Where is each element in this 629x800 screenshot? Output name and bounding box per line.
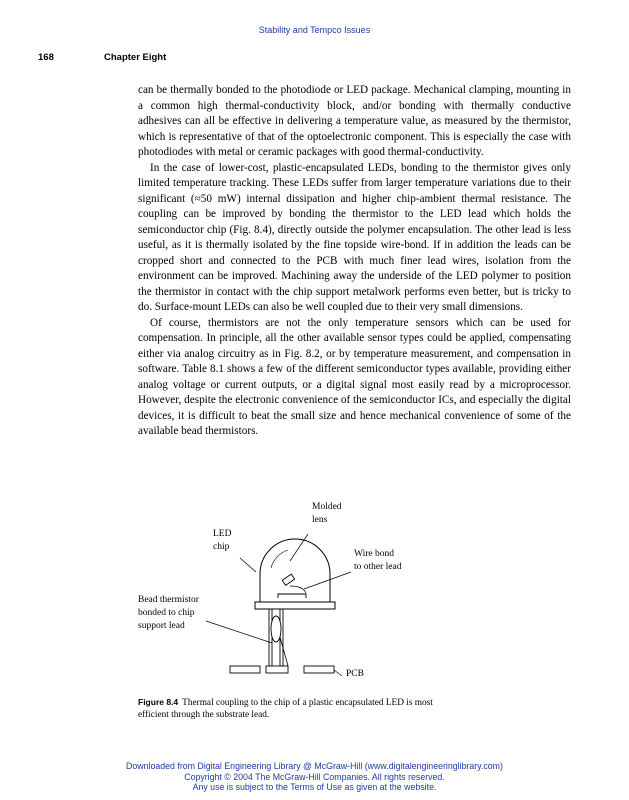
led-dome bbox=[260, 539, 330, 602]
footer-terms-line[interactable]: Any use is subject to the Terms of Use as given at the website. bbox=[192, 782, 437, 792]
label-wire-bond: Wire bond to other lead bbox=[354, 549, 402, 572]
footer-copyright-line: Copyright © 2004 The McGraw-Hill Companies. All rights reserved. bbox=[184, 771, 445, 782]
footer-download-line[interactable]: Downloaded from Digital Engineering Library @ McGraw-Hill (www.digitalengineeringlibrary.com) bbox=[126, 761, 503, 771]
figure-caption bbox=[138, 697, 438, 721]
led-diagram bbox=[138, 498, 428, 688]
figure-number: Figure 8.4 bbox=[138, 697, 179, 707]
body-text bbox=[138, 83, 571, 440]
led-thermistor-figure bbox=[138, 498, 428, 688]
leader-led-chip bbox=[240, 558, 256, 572]
bead-thermistor bbox=[271, 616, 281, 642]
pcb-pad-right bbox=[304, 666, 334, 673]
label-bead-thermistor: Bead thermistor bonded to chip support lead bbox=[138, 595, 199, 631]
chapter-title: Chapter Eight bbox=[104, 52, 167, 63]
paragraph: In the case of lower-cost, plastic-encapsulated LEDs, bonding to the thermistor gives only limited temperature tracking. These LEDs suffer from larger temperature variations due to their significant (≈50 mW) internal dissipation and higher chip-ambient thermal resistance. The coupling can be improved by bonding the thermistor to the LED lead which holds the semiconductor chip (Fig. 8.4), directly outside the polymer encapsulation. The other lead is less useful, as it is thermally isolated by the fine topside wire-bond. If in addition the leads can be cropped short and connected to the PCB with much finer lead wires, isolation from the environment can be improved. Machining away the underside of the LED polymer to position the thermistor in contact with the chip support metalwork performs even better, but is tricky to do. Surface-mount LEDs can also be well coupled due to their very small dimensions. bbox=[138, 161, 571, 313]
label-pcb: PCB bbox=[346, 669, 364, 679]
leader-pcb bbox=[334, 670, 342, 676]
page-number: 168 bbox=[38, 52, 54, 63]
figure-caption-text: Thermal coupling to the chip of a plastic encapsulated LED is most efficient through the substrate lead. bbox=[138, 698, 433, 720]
pcb-pad-left bbox=[230, 666, 260, 673]
lead-left bbox=[269, 609, 272, 666]
pcb-pad-middle bbox=[266, 666, 288, 673]
running-head: Stability and Tempco Issues bbox=[258, 25, 371, 35]
paragraph: can be thermally bonded to the photodiode or LED package. Mechanical clamping, mounting in a common high thermal-conductivity block, and/or bonding with thermally conductive adhesives can all be effective in delivering a temperature value, as measured by the thermistor, which is representative of that of the optoelectronic component. This is especially the case with photodiodes with metal or ceramic packages with good thermal-conductivity. bbox=[138, 84, 571, 158]
led-flange bbox=[255, 602, 335, 609]
leader-thermistor bbox=[206, 621, 272, 643]
paragraph: Of course, thermistors are not the only temperature sensors which can be used for compensation. In principle, all the other available sensor types could be applied, compensating either via analog circuitry as in Fig. 8.2, or by temperature measurement, and compensation in software. Table 8.1 shows a few of the different semiconductor types available, providing either analog voltage or current outputs, or a digital signal most easily read by a microprocessor. However, despite the electronic convenience of the semiconductor ICs, and especially the digital devices, it is difficult to beat the small size and hence mechanical convenience of some of the available bead thermistors. bbox=[138, 316, 571, 437]
label-led-chip: LED chip bbox=[213, 529, 232, 552]
footer bbox=[0, 761, 629, 793]
label-molded-lens: Molded lens bbox=[312, 502, 342, 525]
